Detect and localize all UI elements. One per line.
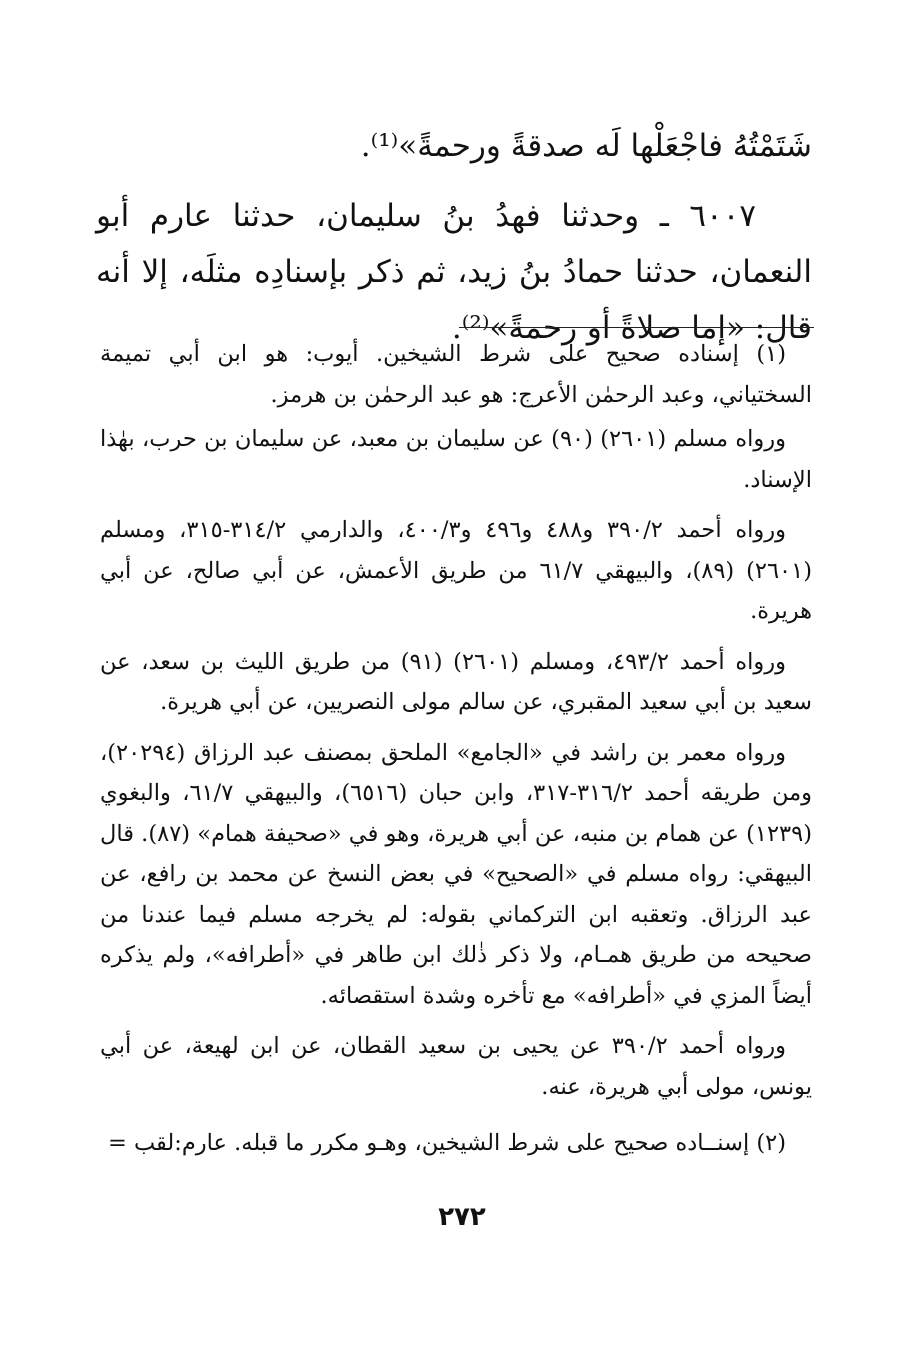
footnote-paragraph: ورواه أحمد ٣٩٠/٢ عن يحيى بن سعيد القطان، عن ابن لهيعة، عن أبي يونس، مولى أبي هريرة، عنه. [100, 1033, 812, 1100]
footnote-paragraph: ورواه أحمد ٣٩٠/٢ و٤٨٨ و٤٩٦ و٤٠٠/٣، والدارمي ٣١٤/٢-٣١٥، ومسلم (٢٦٠١) (٨٩)، والبيهقي ٦١/٧ من طريق الأعمش، عن أبي صالح، عن أبي هريرة. [100, 517, 813, 624]
hadith-6007: ٦٠٠٧ ـ وحدثنا فهدُ بنُ سليمان، حدثنا عارم أبو النعمان، حدثنا حمادُ بنُ زيد، ثم ذكر بإسنادِه مثلَه، إلا أنه قال: «إما صلاةً أو رحمةً»⁽²⁾. [96, 198, 812, 346]
footnote-2: (٢) إسنــاده صحيح على شرط الشيخين، وهـو مكرر ما قبله. عارم:لقب = [107, 1130, 786, 1156]
footnotes [100, 334, 812, 1174]
footnote-paragraph: ورواه أحمد ٤٩٣/٢، ومسلم (٢٦٠١) (٩١) من طريق الليث بن سعد، عن سعيد بن أبي سعيد المقبري، عن سالم مولى النصريين، عن أبي هريرة. [100, 648, 812, 715]
footnote-paragraph: ورواه مسلم (٢٦٠١) (٩٠) عن سليمان بن معبد، عن سليمان بن حرب، بهٰذا الإسناد. [100, 426, 812, 493]
continued-line: شَتَمْتُهُ فاجْعَلْها لَه صدقةً ورحمةً»⁽¹⁾. [360, 128, 812, 164]
footnote-divider [459, 327, 814, 328]
footnote-1: (١) إسناده صحيح على شرط الشيخين. أيوب: هو ابن أبي تميمة السختياني، وعبد الرحمٰن الأعرج: هو عبد الرحمٰن بن هرمز. [100, 341, 812, 408]
footnote-paragraph: ورواه معمر بن راشد في «الجامع» الملحق بمصنف عبد الرزاق (٢٠٢٩٤)، ومن طريقه أحمد ٣١٦/٢-٣١٧، وابن حبان (٦٥١٦)، والبيهقي ٦١/٧، والبغوي (١٢٣٩) عن همام بن منبه، عن أبي هريرة، وهو في «صحيفة همام» (٨٧). قال البيهقي: رواه مسلم في «الصحيح» في بعض النسخ عن محمد بن رافع، عن عبد الرزاق. وتعقبه ابن التركماني بقوله: لم يخرجه مسلم فيما عندنا من صحيحه من طريق همـام، ولا ذكر ذٰلك ابن طاهر في «أطرافه»، ولم يذكره أيضاً المزي في «أطرافه» مع تأخره وشدة استقصائه. [100, 739, 813, 1009]
main-text [96, 118, 812, 356]
page-number: ٢٧٢ [438, 1202, 486, 1232]
